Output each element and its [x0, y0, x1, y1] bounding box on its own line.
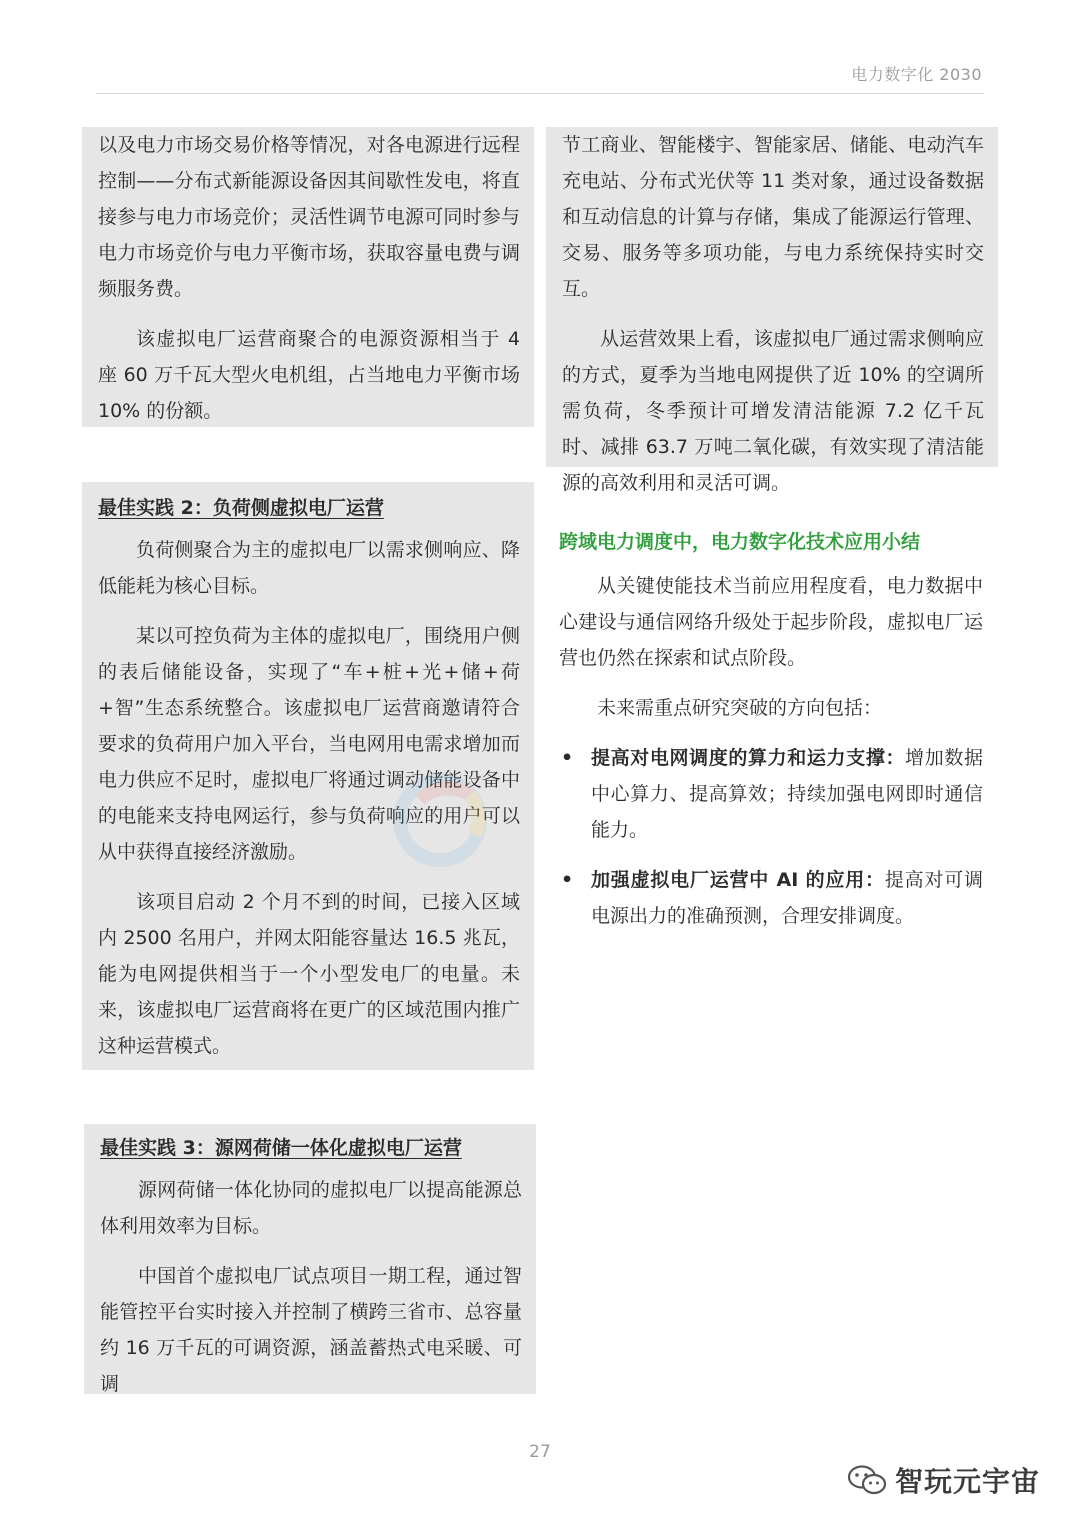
paragraph: 某以可控负荷为主体的虚拟电厂，围绕用户侧的表后储能设备，实现了“车+桩+光+储+荷+智”生态系统整合。该虚拟电厂运营商邀请符合要求的负荷用户加入平台，当电网用电需求增加而电力供应不足时，虚拟电厂将通过调动储能设备中的电能来支持电网运行，参与负荷响应的用户可以从中获得直接经济激励。: [98, 625, 520, 863]
summary-bullet: [559, 862, 983, 934]
bullet-text: 增加数据中心算力、提高算效；持续加强电网即时通信能力。: [591, 747, 983, 841]
best-practice-2-heading: 最佳实践 2：负荷侧虚拟电厂运营: [98, 497, 384, 519]
paragraph: 未来需重点研究突破的方向包括：: [597, 697, 883, 719]
best-practice-3-box: [84, 1124, 536, 1394]
paragraph: 源网荷储一体化协同的虚拟电厂以提高能源总体利用效率为目标。: [100, 1179, 522, 1237]
bullet-text: 提高对可调电源出力的准确预测，合理安排调度。: [591, 869, 983, 927]
bullet-lead: 加强虚拟电厂运营中 AI 的应用：: [591, 869, 885, 891]
paragraph: 该项目启动 2 个月不到的时间，已接入区域内 2500 名用户，并网太阳能容量达 16.5 兆瓦，能为电网提供相当于一个小型发电厂的电量。未来，该虚拟电厂运营商将在更广的区域范围内推广这种运营模式。: [98, 891, 520, 1057]
brand-name: 智玩元宇宙: [894, 1465, 1040, 1498]
header-divider: [96, 93, 984, 94]
summary-section: [559, 524, 983, 934]
best-practice-2-box: [82, 482, 534, 1070]
paragraph: 该虚拟电厂运营商聚合的电源资源相当于 4 座 60 万千瓦大型火电机组，占当地电力平衡市场 10% 的份额。: [98, 328, 520, 422]
case-box-1-continued: [82, 127, 534, 427]
paragraph: 节工商业、智能楼宇、智能家居、储能、电动汽车充电站、分布式光伏等 11 类对象，通过设备数据和互动信息的计算与存储，集成了能源运行管理、交易、服务等多项功能，与电力系统保持实时交互。: [562, 134, 984, 300]
wechat-icon: [847, 1464, 887, 1496]
bullet-dot: •: [561, 747, 574, 769]
best-practice-3-heading: 最佳实践 3：源网荷储一体化虚拟电厂运营: [100, 1137, 462, 1159]
paragraph: 中国首个虚拟电厂试点项目一期工程，通过智能管控平台实时接入并控制了横跨三省市、总容量约 16 万千瓦的可调资源，涵盖蓄热式电采暖、可调: [100, 1265, 522, 1395]
summary-title: 跨域电力调度中，电力数字化技术应用小结: [559, 531, 921, 553]
case-box-right-continued: [546, 127, 998, 494]
summary-bullet: [559, 740, 983, 848]
paragraph: 负荷侧聚合为主的虚拟电厂以需求侧响应、降低能耗为核心目标。: [98, 539, 520, 597]
header-title: 电力数字化 2030: [851, 65, 982, 84]
bullet-lead: 提高对电网调度的算力和运力支撑：: [591, 747, 906, 769]
page-number: 27: [529, 1442, 551, 1462]
brand-mark: [847, 1460, 1040, 1500]
paragraph: 从运营效果上看，该虚拟电厂通过需求侧响应的方式，夏季为当地电网提供了近 10% 的空调所需负荷，冬季预计可增发清洁能源 7.2 亿千瓦时、减排 63.7 万吨二氧化碳，有效实现了清洁能源的高效利用和灵活可调。: [562, 328, 984, 494]
bullet-dot: •: [561, 869, 574, 891]
paragraph: 以及电力市场交易价格等情况，对各电源进行远程控制——分布式新能源设备因其间歇性发电，将直接参与电力市场竞价；灵活性调节电源可同时参与电力市场竞价与电力平衡市场，获取容量电费与调频服务费。: [98, 134, 520, 300]
paragraph: 从关键使能技术当前应用程度看，电力数据中心建设与通信网络升级处于起步阶段，虚拟电厂运营也仍然在探索和试点阶段。: [559, 575, 983, 669]
